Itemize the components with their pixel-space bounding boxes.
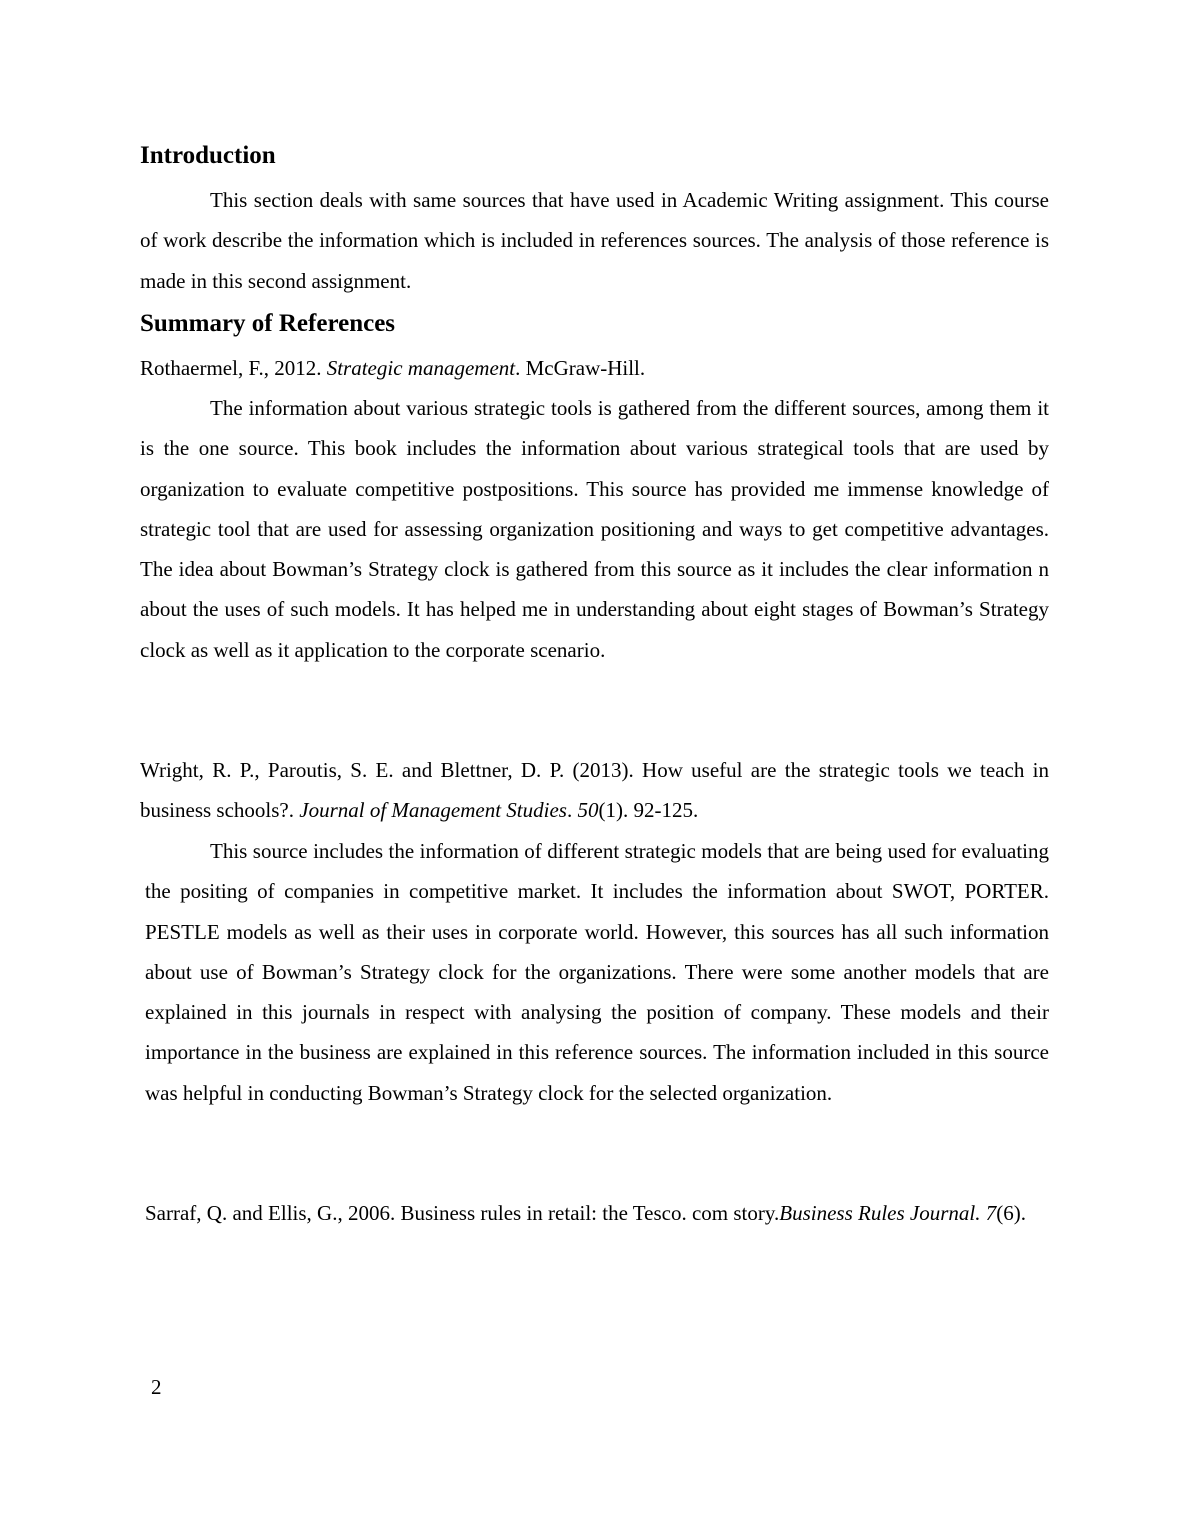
reference-citation-1 (140, 348, 1049, 388)
citation-authors-year: Sarraf, Q. and Ellis, G., 2006. Business rules in retail: the Tesco. com story. (145, 1201, 780, 1225)
citation-authors-year: Rothaermel, F., 2012. (140, 356, 327, 380)
citation-issue: (6). (996, 1201, 1026, 1225)
reference-summary-2: This source includes the information of different strategic models that are being used for evaluating the positing of companies in competitive market. It includes the information about SWOT, PORTER. PESTLE models as well as their uses in corporate world. However, this sources has all such information about use of Bowman’s Strategy clock for the organizations. There were some another models that are explained in this journals in respect with analysing the position of company. These models and their importance in the business are explained in this reference sources. The information included in this source was helpful in conducting Bowman’s Strategy clock for the selected organization. (145, 839, 1049, 1105)
citation-publisher: . McGraw-Hill. (515, 356, 646, 380)
citation-volume: 50 (577, 798, 599, 823)
citation-journal: Journal of Management Studies (299, 798, 567, 823)
summary-of-references-heading: Summary of References (140, 310, 396, 337)
introduction-heading: Introduction (140, 142, 276, 169)
citation-separator: . (566, 798, 578, 823)
citation-authors-year: Wright, R. P., Paroutis, S. E. and Blettner, D. P. (2013). How useful are the strategic tools we teach in business schools?. (140, 758, 1049, 823)
page-number: 2 (151, 1375, 162, 1399)
citation-title: Strategic management (326, 356, 516, 380)
reference-summary-1: The information about various strategic tools is gathered from the different sources, among them it is the one source. This book includes the information about various strategical tools that are used by organization to evaluate competitive postpositions. This source has provided me immense knowledge of strategic tool that are used for assessing organization positioning and ways to get competitive advantages. The idea about Bowman’s Strategy clock is gathered from this source as it includes the clear information n about the uses of such models. It has helped me in understanding about eight stages of Bowman’s Strategy clock as well as it application to the corporate scenario. (140, 396, 1049, 662)
reference-citation-3 (145, 1193, 1049, 1233)
citation-journal: Business Rules Journal. 7 (779, 1201, 997, 1225)
citation-pages: (1). 92-125. (598, 798, 699, 823)
reference-citation-2 (140, 750, 1049, 831)
introduction-paragraph: This section deals with same sources that have used in Academic Writing assignment. This course of work describe the information which is included in references sources. The analysis of those reference is made in this second assignment. (140, 188, 1049, 293)
